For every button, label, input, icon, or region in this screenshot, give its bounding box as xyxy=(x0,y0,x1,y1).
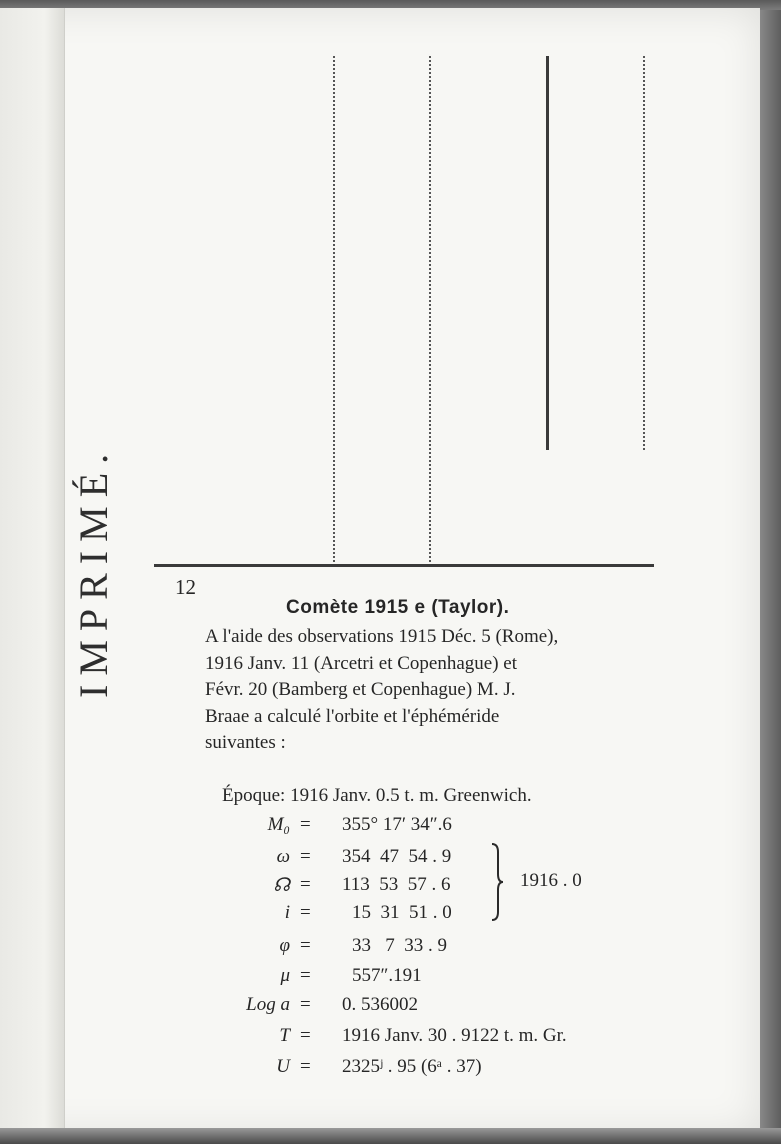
element-symbol: φ xyxy=(279,935,290,956)
dotted-line-2 xyxy=(429,56,431,566)
element-value: 2325ʲ . 95 (6ᵃ . 37) xyxy=(342,1056,482,1077)
stamp-imprime: IMPRIMÉ. xyxy=(71,444,116,698)
element-value: 1916 Janv. 30 . 9122 t. m. Gr. xyxy=(342,1025,567,1046)
element-value: 15 31 51 . 0 xyxy=(352,902,452,923)
element-equals: = xyxy=(300,965,311,986)
element-value: 113 53 57 . 6 xyxy=(342,874,451,895)
right-brace xyxy=(490,842,504,922)
element-equals: = xyxy=(300,874,311,895)
equinox-label: 1916 . 0 xyxy=(520,870,582,891)
element-equals: = xyxy=(300,1025,311,1046)
dotted-line-1 xyxy=(333,56,335,566)
paragraph-line: 1916 Janv. 11 (Arcetri et Copenhague) et xyxy=(205,652,517,674)
epoch-line: Époque: 1916 Janv. 0.5 t. m. Greenwich. xyxy=(222,785,532,806)
element-equals: = xyxy=(300,846,311,867)
bottom-edge xyxy=(0,1128,781,1144)
element-value: 33 7 33 . 9 xyxy=(352,935,447,956)
element-value: 354 47 54 . 9 xyxy=(342,846,452,867)
article-title: Comète 1915 e (Taylor). xyxy=(286,597,510,618)
article-paragraph xyxy=(205,624,637,757)
dotted-line-3 xyxy=(643,56,645,450)
element-equals: = xyxy=(300,1056,311,1077)
element-equals: = xyxy=(300,994,311,1015)
horizontal-rule xyxy=(154,564,654,567)
element-equals: = xyxy=(300,814,311,835)
element-symbol: ☊ xyxy=(273,875,290,896)
element-symbol: U xyxy=(276,1056,290,1077)
element-value: 0. 536002 xyxy=(342,994,418,1015)
element-symbol: μ xyxy=(280,965,290,986)
element-value: 557″.191 xyxy=(352,965,422,986)
element-equals: = xyxy=(300,902,311,923)
page-number: 12 xyxy=(175,575,196,599)
solid-line xyxy=(546,56,549,450)
element-symbol: M₀ xyxy=(267,814,290,835)
element-symbol: i xyxy=(284,902,290,923)
element-value: 355° 17′ 34″.6 xyxy=(342,814,452,835)
element-equals: = xyxy=(300,935,311,956)
left-strip xyxy=(0,8,65,1134)
printed-card xyxy=(0,8,760,1134)
element-symbol: ω xyxy=(276,846,290,867)
paragraph-line: Braae a calculé l'orbite et l'éphéméride xyxy=(205,705,500,727)
element-symbol: Log a xyxy=(246,994,290,1015)
paragraph-line: A l'aide des observations 1915 Déc. 5 (Rome), xyxy=(205,626,559,647)
element-symbol: T xyxy=(279,1025,290,1046)
paragraph-line: Févr. 20 (Bamberg et Copenhague) M. J. xyxy=(205,679,516,700)
paragraph-line: suivantes : xyxy=(205,732,286,753)
